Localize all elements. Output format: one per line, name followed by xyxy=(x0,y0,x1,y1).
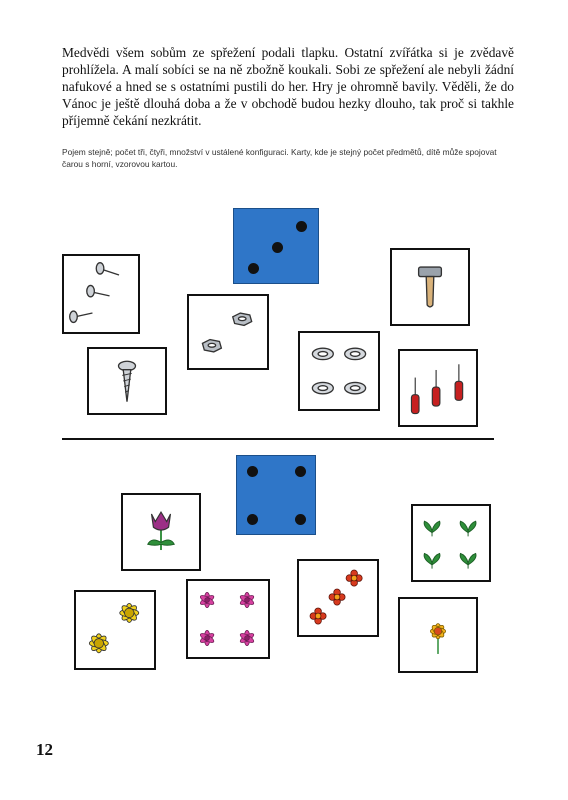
daisy-icon xyxy=(76,592,154,668)
washer-icon xyxy=(300,333,378,409)
die-dot xyxy=(295,466,306,477)
card-red-flowers[interactable] xyxy=(297,559,379,637)
card-pink-flowers[interactable] xyxy=(186,579,270,659)
card-nuts[interactable] xyxy=(187,294,269,370)
die-dot xyxy=(296,221,307,232)
card-hammer[interactable] xyxy=(390,248,470,326)
tulip-icon xyxy=(123,495,199,569)
screw-icon xyxy=(89,349,165,413)
hammer-icon xyxy=(392,250,468,324)
die-dot xyxy=(272,242,283,253)
red-flower-icon xyxy=(299,561,377,635)
card-leaves[interactable] xyxy=(411,504,491,582)
die-dot xyxy=(295,514,306,525)
card-yellow-flower[interactable] xyxy=(398,597,478,673)
die-dot xyxy=(247,466,258,477)
die-dot xyxy=(248,263,259,274)
instruction-note: Pojem stejně; počet tři, čtyři, množství v ustálené konfiguraci. Karty, kde je stejný počet předmětů, dítě může spojovat čarou s horní, vzorovou kartou. xyxy=(62,147,497,169)
card-pins[interactable] xyxy=(62,254,140,334)
card-screw[interactable] xyxy=(87,347,167,415)
screwdriver-icon xyxy=(400,351,476,425)
top-pattern-die-card[interactable] xyxy=(233,208,319,284)
card-tulip[interactable] xyxy=(121,493,201,571)
pin-icon xyxy=(64,256,138,332)
card-daisies[interactable] xyxy=(74,590,156,670)
bottom-pattern-die-card[interactable] xyxy=(236,455,316,535)
die-dot xyxy=(247,514,258,525)
section-divider xyxy=(62,438,494,440)
card-screwdrivers[interactable] xyxy=(398,349,478,427)
page-number: 12 xyxy=(36,740,53,759)
card-washers[interactable] xyxy=(298,331,380,411)
story-paragraph: Medvědi všem sobům ze spřežení podali tlapku. Ostatní zvířátka si je zvědavě prohlížela. A malí sobíci se na ně zbožně koukali. Sobi ze spřežení ale nebyli žádní nafukové a hned se s ostatními pustili do her. Hry je ohromně bavily. Věděli, že do Vánoc je ještě dlouhá doba a že v obchodě budou hezky dlouho, tak proč si takhle příjemně čekání nezkrátit. xyxy=(62,45,514,128)
pink-flower-icon xyxy=(188,581,268,657)
nut-icon xyxy=(189,296,267,368)
leaf-icon xyxy=(413,506,489,580)
yellow-flower-icon xyxy=(400,599,476,671)
